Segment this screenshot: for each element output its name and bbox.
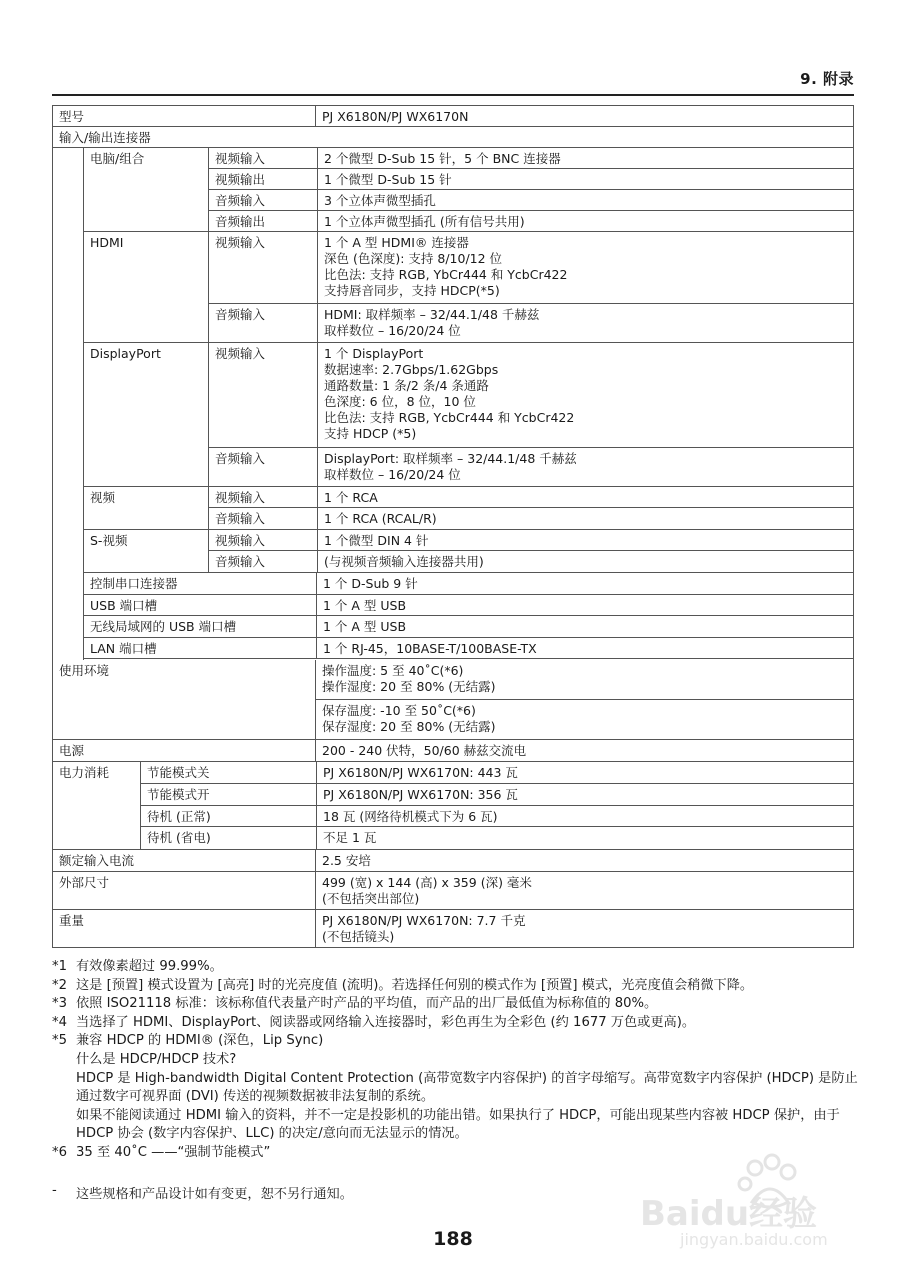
- row-value: 18 瓦 (网络待机模式下为 6 瓦): [316, 806, 853, 826]
- row-value: PJ X6180N/PJ WX6170N: 443 瓦: [316, 762, 853, 783]
- row-value: 1 个 A 型 HDMI® 连接器 深色 (色深度): 支持 8/10/12 位 比色法: 支持 RGB, YbCr444 和 YcbCr422 支持唇音同步，支持 HDCP(*5): [317, 232, 853, 303]
- row-label: 使用环境: [59, 663, 110, 678]
- row-value: 1 个 RCA: [317, 487, 853, 507]
- sub-label: 视频输入: [215, 346, 266, 361]
- footnote: [52, 995, 862, 1014]
- row-value: 1 个 D-Sub 9 针: [316, 573, 853, 594]
- baidu-watermark: [640, 1150, 880, 1250]
- sub-label: 音频输入: [215, 193, 266, 208]
- row-value: 1 个 A 型 USB: [316, 616, 853, 637]
- footnote-text: 兼容 HDCP 的 HDMI® (深色，Lip Sync) 什么是 HDCP/HDCP 技术? HDCP 是 High-bandwidth Digital Content Protection (高带宽数字内容保护) 的首字母缩写。高带宽数字内容保护 (HDCP) 是防止通过数字可视界面 (DVI) 传送的视频数据被非法复制的系统。 如果不能阅读通过 HDMI 输入的资料，并不一定是投影机的功能出错。如果执行了 HDCP，可能出现某些内容被 HDCP 保护，由于 HDCP 协会 (数字内容保护、LLC) 的决定/意向而无法显示的情况。: [76, 1033, 858, 1142]
- group-label: HDMI: [90, 235, 124, 250]
- row-value: 保存温度: -10 至 50˚C(*6) 保存湿度: 20 至 80% (无结露): [322, 703, 496, 734]
- row-value: (与视频音频输入连接器共用): [317, 551, 853, 572]
- sub-label: 视频输入: [215, 490, 266, 505]
- sub-label: 音频输入: [215, 451, 266, 466]
- row-value: HDMI: 取样频率 – 32/44.1/48 千赫兹 取样数位 – 16/20/24 位: [317, 304, 853, 342]
- row-value: PJ X6180N/PJ WX6170N: 356 瓦: [316, 784, 853, 805]
- table-row: [53, 872, 853, 910]
- footnote: [52, 1032, 862, 1144]
- row-value: 2.5 安培: [315, 850, 853, 871]
- footnote-text: 35 至 40˚C ——“强制节能模式”: [76, 1144, 271, 1160]
- sub-label: 视频输出: [215, 172, 266, 187]
- row-label: 外部尺寸: [59, 875, 110, 890]
- footnote-mark: *2: [52, 977, 67, 993]
- section-header: 9. 附录: [800, 70, 854, 88]
- note-mark: -: [52, 1183, 57, 1198]
- footnote: [52, 958, 862, 977]
- row-label: 型号: [59, 109, 85, 124]
- row-value: 499 (宽) x 144 (高) x 359 (深) 毫米 (不包括突出部位): [315, 872, 853, 909]
- group-label: 电脑/组合: [90, 151, 145, 166]
- footnote: [52, 977, 862, 996]
- footnote: [52, 1014, 862, 1033]
- footnote-mark: *6: [52, 1144, 67, 1160]
- watermark-url: jingyan.baidu.com: [680, 1230, 828, 1249]
- row-value: 1 个 RJ-45，10BASE-T/100BASE-TX: [316, 638, 853, 658]
- row-value: 1 个微型 D-Sub 15 针: [317, 169, 853, 189]
- section-label: 输入/输出连接器: [59, 130, 151, 145]
- group-label: LAN 端口槽: [90, 641, 157, 656]
- disclaimer-note: [52, 1183, 353, 1202]
- footnote-mark: *4: [52, 1014, 67, 1030]
- row-value: 1 个微型 DIN 4 针: [317, 530, 853, 550]
- footnote-mark: *3: [52, 996, 67, 1012]
- sub-label: 视频输入: [215, 151, 266, 166]
- row-value: 3 个立体声微型插孔: [317, 190, 853, 210]
- table-row: [53, 105, 853, 127]
- sub-label: 音频输入: [215, 307, 266, 322]
- footnotes: [52, 958, 862, 1163]
- sub-label: 待机 (省电): [147, 830, 211, 845]
- row-value: 1 个 A 型 USB: [316, 595, 853, 615]
- spec-table: [52, 105, 854, 948]
- sub-label: 音频输出: [215, 214, 266, 229]
- row-value: 1 个立体声微型插孔 (所有信号共用): [317, 211, 853, 232]
- sub-label: 待机 (正常): [147, 809, 211, 824]
- group-label: DisplayPort: [90, 346, 161, 361]
- footnote-mark: *1: [52, 959, 67, 974]
- footnote-text: 依照 ISO21118 标准：该标称值代表量产时产品的平均值，而产品的出厂最低值为标称值的 80%。: [76, 996, 658, 1012]
- sub-label: 节能模式开: [147, 787, 210, 802]
- table-row: [53, 660, 853, 740]
- io-block: [53, 148, 853, 660]
- row-value: 2 个微型 D-Sub 15 针，5 个 BNC 连接器: [317, 148, 853, 168]
- sub-label: 视频输入: [215, 235, 266, 250]
- row-value: 200 - 240 伏特，50/60 赫兹交流电: [315, 740, 853, 761]
- row-label: 电源: [59, 743, 85, 758]
- group-label: 视频: [90, 490, 116, 505]
- row-value: PJ X6180N/PJ WX6170N: [315, 106, 853, 126]
- footnote-mark: *5: [52, 1033, 67, 1049]
- row-value: 不足 1 瓦: [316, 827, 853, 849]
- sub-label: 音频输入: [215, 511, 266, 526]
- footnote-text: 当选择了 HDMI、DisplayPort、阅读器或网络输入连接器时，彩色再生为全彩色 (约 1677 万色或更高)。: [76, 1014, 696, 1030]
- table-row: [53, 127, 853, 148]
- note-text: 这些规格和产品设计如有变更，恕不另行通知。: [76, 1187, 353, 1202]
- group-label: USB 端口槽: [90, 598, 158, 613]
- group-label: 无线局域网的 USB 端口槽: [90, 619, 237, 634]
- footnote-text: 这是 [预置] 模式设置为 [高亮] 时的光亮度值 (流明)。若选择任何别的模式作为 [预置] 模式，光亮度值会稍微下降。: [76, 977, 754, 993]
- table-row: [53, 762, 853, 850]
- watermark-brand: Baidu经验: [640, 1194, 818, 1234]
- row-label: 重量: [59, 913, 85, 928]
- sub-label: 节能模式关: [147, 765, 210, 780]
- row-value: DisplayPort: 取样频率 – 32/44.1/48 千赫兹 取样数位 – 16/20/24 位: [317, 448, 853, 486]
- row-label: 额定输入电流: [59, 853, 135, 868]
- row-value: 操作温度: 5 至 40˚C(*6) 操作湿度: 20 至 80% (无结露): [322, 663, 496, 694]
- table-row: [53, 910, 853, 948]
- footnote-text: 有效像素超过 99.99%。: [76, 959, 223, 974]
- table-row: [53, 850, 853, 872]
- row-value: PJ X6180N/PJ WX6170N: 7.7 千克 (不包括镜头): [315, 910, 853, 947]
- page-number: 188: [433, 1228, 473, 1250]
- row-value: 1 个 DisplayPort 数据速率: 2.7Gbps/1.62Gbps 通路数量: 1 条/2 条/4 条通路 色深度: 6 位，8 位，10 位 比色法: 支持 RGB, YcbCr444 和 YcbCr422 支持 HDCP (*5): [317, 343, 853, 447]
- row-value: 1 个 RCA (RCAL/R): [317, 508, 853, 529]
- header-divider: [52, 94, 854, 96]
- group-label: S-视频: [90, 533, 128, 548]
- sub-label: 视频输入: [215, 533, 266, 548]
- sub-label: 音频输入: [215, 554, 266, 569]
- group-label: 控制串口连接器: [90, 576, 178, 591]
- row-label: 电力消耗: [59, 765, 110, 780]
- table-row: [53, 740, 853, 762]
